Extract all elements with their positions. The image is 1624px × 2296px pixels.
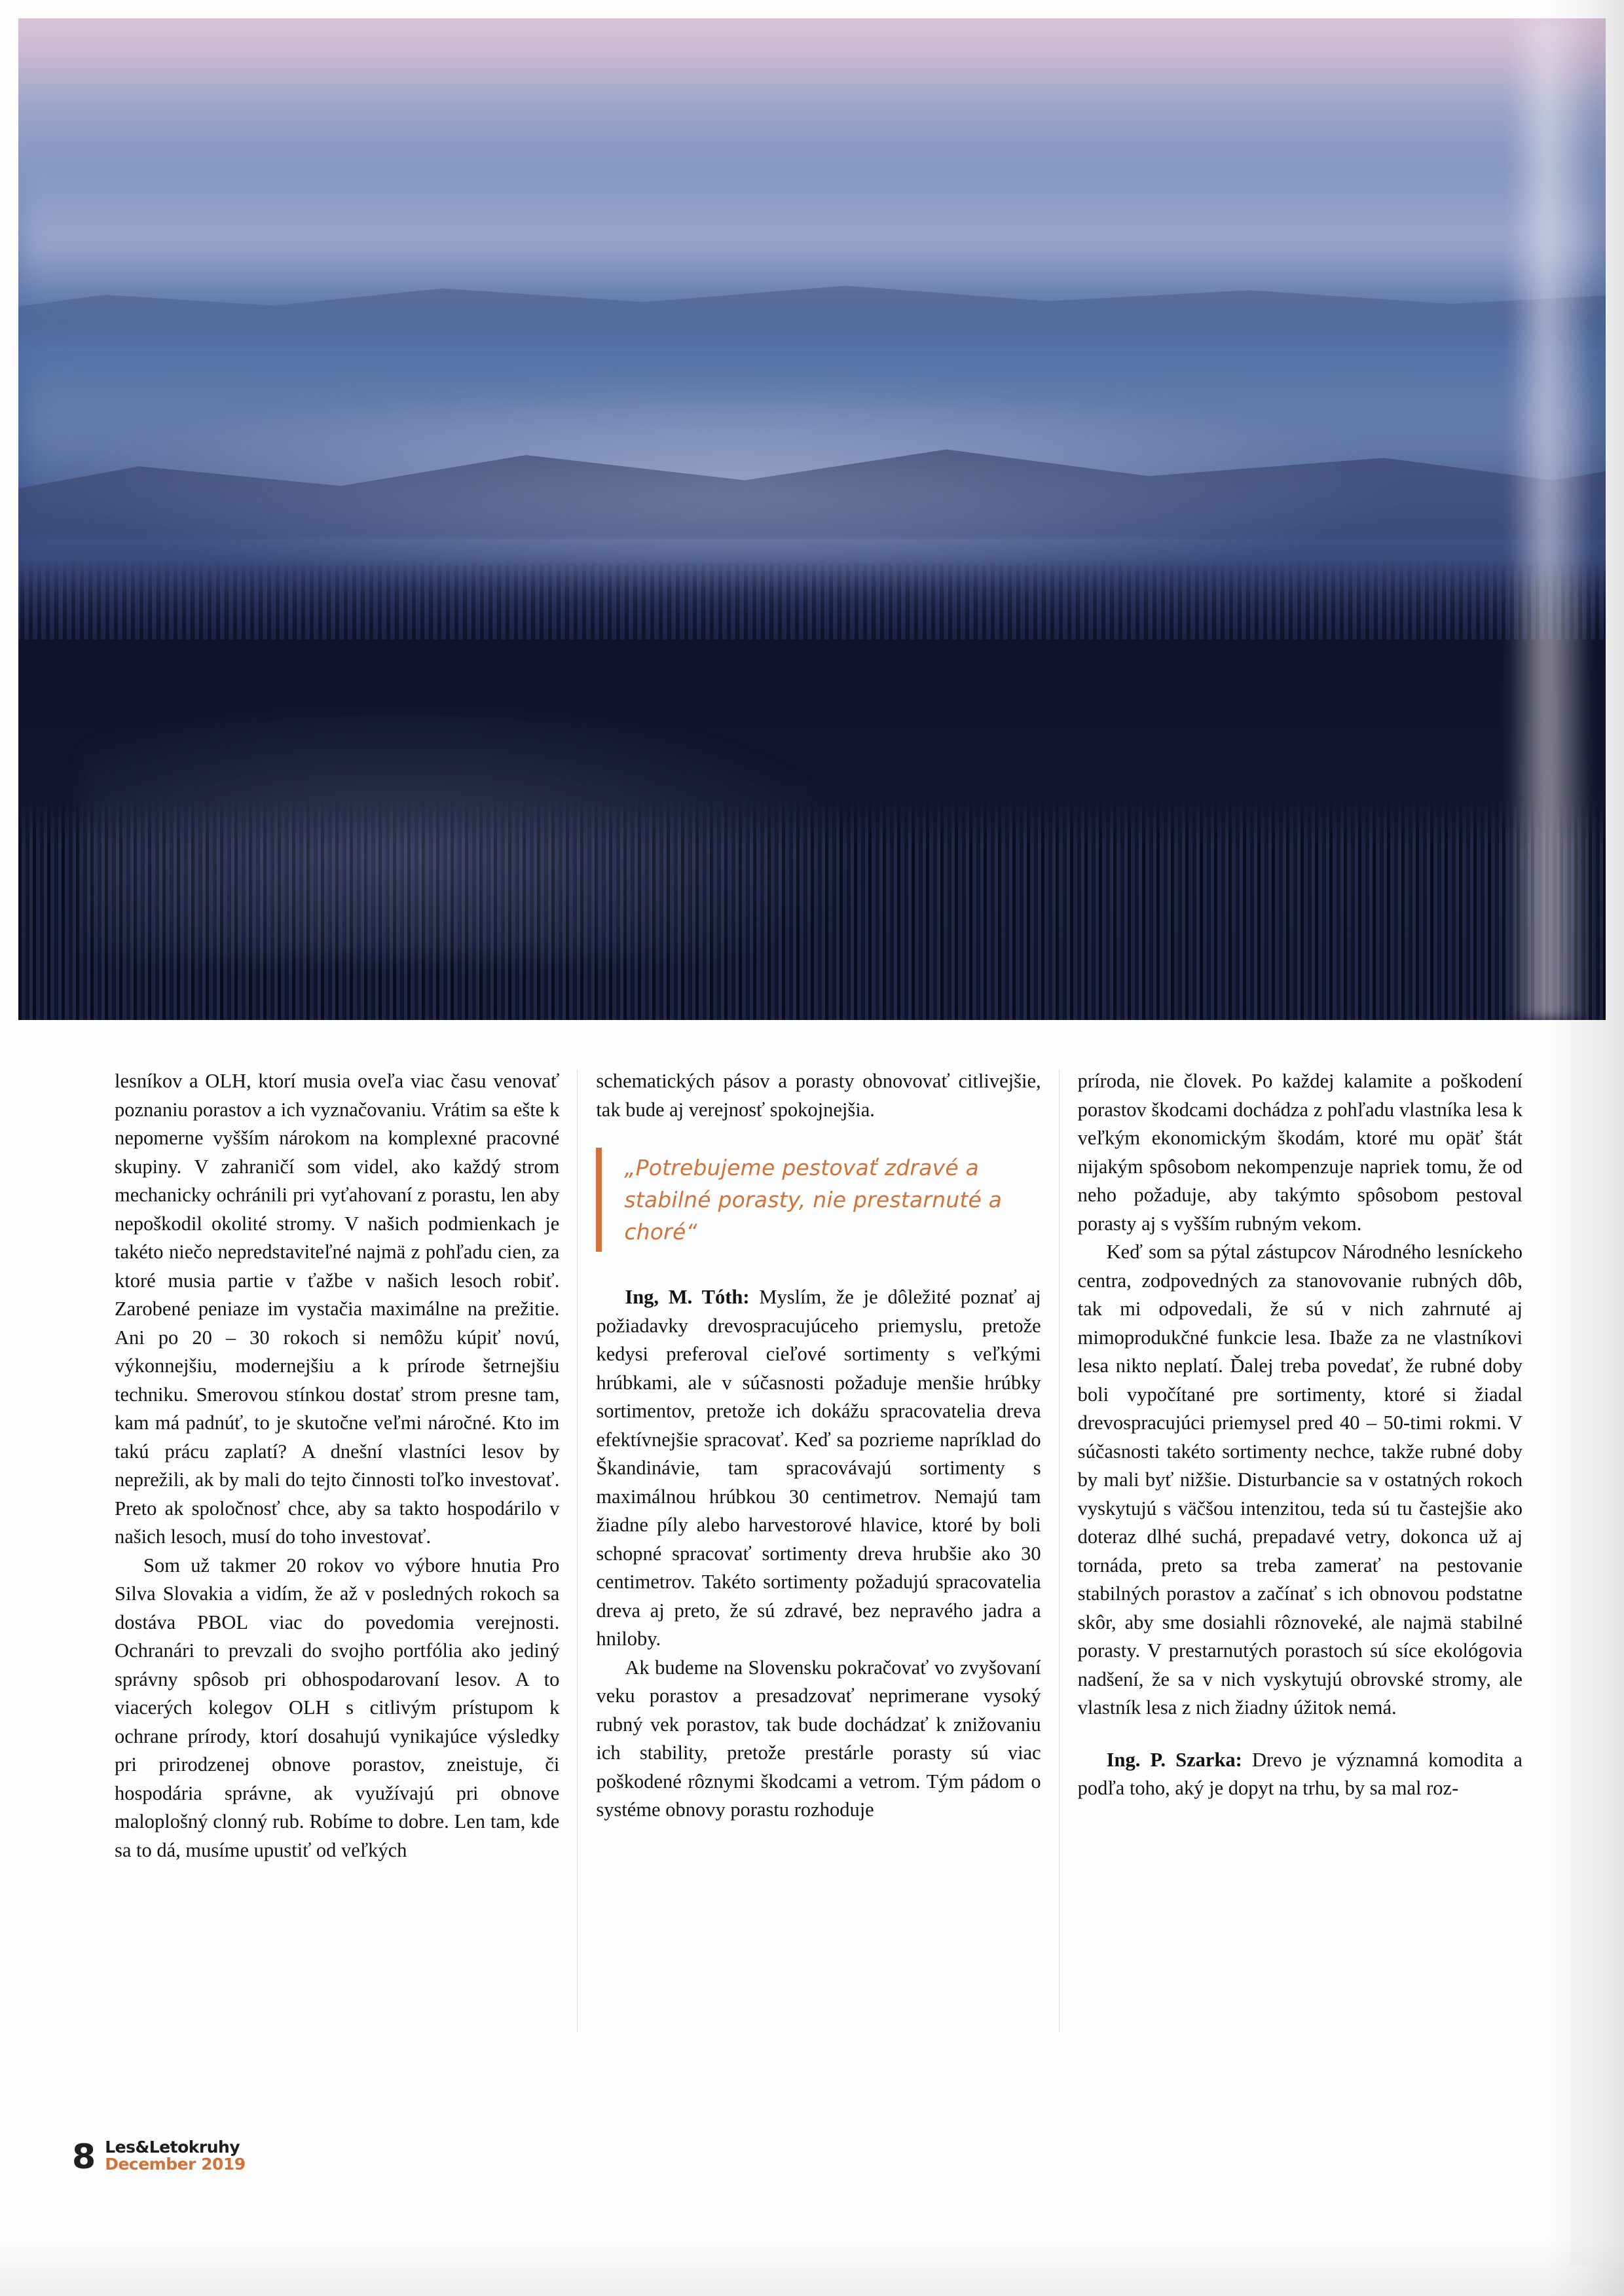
pull-quote: „Potrebujeme pestovať zdravé a stabilné porasty, nie prestarnuté a choré“ — [596, 1148, 1041, 1252]
paragraph-with-speaker — [596, 1283, 1041, 1654]
winter-forest-photo — [18, 18, 1606, 1020]
paragraph: príroda, nie človek. Po každej kalamite a poškodení porastov škodcami dochádza z pohľadu vlastníka lesa k veľkým ekonomickým škodám, ktoré mu opäť štát nijakým spôsobom nekompenzuje napriek tomu, že od neho požaduje, aby takýmto spôsobom pestoval porasty aj s vyšším rubným vekom. — [1077, 1070, 1522, 1235]
issue-date: December 2019 — [105, 2154, 246, 2174]
article-body — [115, 1067, 1522, 1865]
speaker-name: Ing. P. Szarka: — [1106, 1748, 1242, 1771]
snow-haze — [82, 699, 876, 960]
paragraph-text: Drevo je významná komodita a podľa toho, aký je dopyt na trhu, by sa mal roz- — [1077, 1748, 1522, 1799]
paragraph: Keď som sa pýtal zástupcov Národného lesníckeho centra, zodpovedných za stanovovanie rubných dôb, tak mi odpovedali, že sú v nich zahrnuté aj mimoprodukčné funkcie lesa. Ibaže za ne vlastníkovi lesa nikto neplatí. Ďalej treba povedať, že rubné doby boli vypočítané pre sortimenty, ktoré si žiadal drevospracujúci priemysel pred 40 – 50-timi rokmi. V súčasnosti takéto sortimenty nechce, takže rubné doby by mali byť nižšie. Disturbancie sa v ostatných rokoch vyskytujú s väčšou intenzitou, teda sú tu častejšie ako doteraz dlhé suchá, prepadavé vetry, dokonca už aj tornáda, preto sa treba zamerať na pestovanie stabilných porastov a začínať s ich obnovou podstatne skôr, aby sme dosiahli rôznoveké, ale najmä stabilné porasty. V prestarnutých porastoch sú síce ekológovia nadšení, že sa v nich vyskytujú obrovské stromy, ale vlastník lesa z nich žiadny úžitok nemá. — [1077, 1241, 1522, 1719]
paragraph: Som už takmer 20 rokov vo výbore hnutia Pro Silva Slovakia a vidím, že až v posledných rokoch sa dostáva PBOL viac do povedomia verejnosti. Ochranári to prevzali do svojho portfólia ako jediný správny spôsob pri obhospodarovaní lesov. A to viacerých kolegov OLH s citlivým prístupom k ochrane prírody, ktorí dosahujú vynikajúce výsledky pri prirodzenej obnove porastov, zneistuje, či hospodária správne, ak využívajú pri obnove maloplošný clonný rub. Robíme to dobre. Len tam, kde sa to dá, musíme upustiť od veľkých — [115, 1554, 560, 1861]
paragraph-text: Myslím, že je dôležité poznať aj požiadavky drevospracujúceho priemyslu, pretože kedysi preferoval cieľové sortimenty s veľkými hrúbkami, ale v súčasnosti požaduje menšie hrúbky sortimentov, pretože ich dokážu spracovatelia dreva efektívnejšie spracovať. Keď sa pozrieme napríklad do Škandinávie, tam spracovávajú sortimenty s maximálnou hrúbkou 30 centimetrov. Nemajú tam žiadne píly alebo harvestorové hlavice, ktoré by boli schopné spracovať sortimenty dreva hrubšie ako 30 centimetrov. Takéto sortimenty požadujú spracovatelia dreva aj preto, že sú zdravé, bez nepravého jadra a hniloby. — [596, 1286, 1041, 1650]
folio-text — [105, 2139, 246, 2176]
page-number: 8 — [72, 2138, 96, 2177]
magazine-title: Les&Letokruhy — [105, 2137, 240, 2157]
paragraph-with-speaker — [1078, 1746, 1522, 1803]
treeline-edge — [18, 561, 1606, 640]
column-divider — [577, 1070, 578, 2032]
paragraph: schematických pásov a porasty obnovovať citlivejšie, tak bude aj verejnosť spokojnejšia. — [596, 1070, 1041, 1121]
speaker-name: Ing, M. Tóth: — [625, 1286, 750, 1308]
text-column-left — [115, 1067, 559, 1865]
page-curl-shadow — [1570, 1021, 1610, 2265]
page-folio — [72, 2139, 246, 2176]
paragraph: Ak budeme na Slovensku pokračovať vo zvyšovaní veku porastov a presadzovať neprimerane vysoký rubný vek porastov, tak bude dochádzať k znižovaniu ich stability, pretože prestárle porasty sú viac poškodené rôznymi škodcami a vetrom. Tým pádom o systéme obnovy porastu rozhoduje — [596, 1656, 1041, 1821]
column-divider — [1059, 1070, 1060, 2032]
bottom-edge-shading — [0, 2237, 1624, 2296]
text-column-middle — [596, 1067, 1041, 1865]
paragraph: lesníkov a OLH, ktorí musia oveľa viac času venovať poznaniu porastov a ich vyznačovaniu. Vrátim sa ešte k nepomerne vyšším nárokom na komplexné pracovné skupiny. V zahraničí som videl, ako každý strom mechanicky ochránili pri vyťahovaní z porastu, len aby nepoškodil okolité stromy. V našich podmienkach je takéto niečo nepredstaviteľné najmä z pohľadu cien, za ktoré musia partie v ťažbe v našich lesoch robiť. Zarobené peniaze im vystačia maximálne na prežitie. Ani po 20 – 30 rokoch si nemôžu kúpiť novú, výkonnejšiu, modernejšiu a k prírode šetrnejšiu techniku. Smerovou stínkou dostať strom presne tam, kam má padnúť, to je skutočne veľmi náročné. Kto im takú prácu zaplatí? A dnešní vlastníci lesov by neprežili, ak by mali do tejto činnosti toľko investovať. Preto ak spoločnosť chce, aby sa takto hospodárilo v našich lesoch, musí do toho investovať. — [115, 1070, 560, 1548]
text-column-right — [1078, 1067, 1522, 1865]
light-streak — [1507, 18, 1587, 1020]
